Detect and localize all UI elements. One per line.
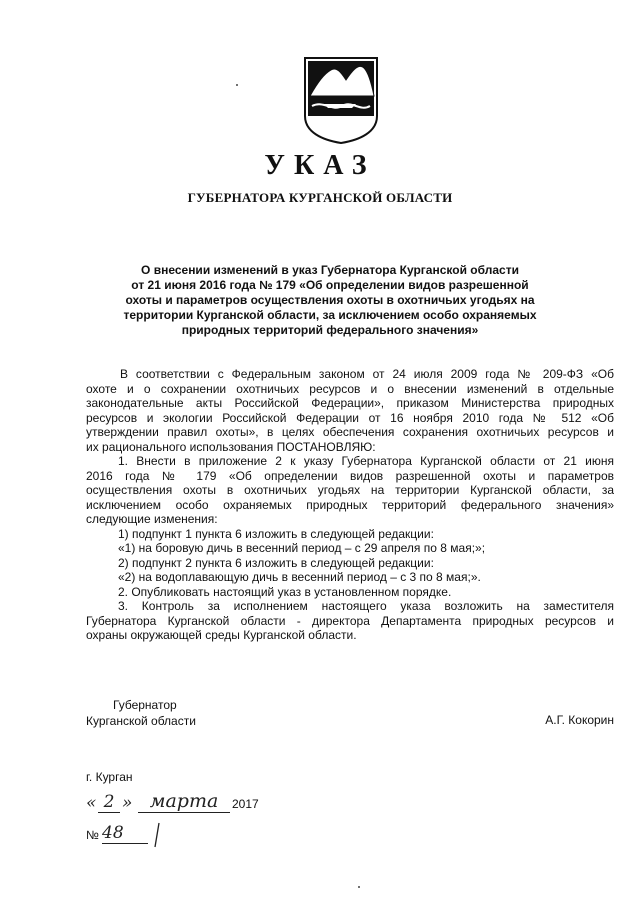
pen-stroke-mark bbox=[152, 822, 162, 848]
body-line: 2. Опубликовать настоящий указ в установленном порядке. bbox=[118, 584, 452, 599]
body-line: утверждении правил охоты», в целях обеспечения сохранения охотничьих ресурсов и bbox=[86, 425, 614, 439]
signatory-name: А.Г. Кокорин bbox=[545, 713, 614, 727]
place-of-signing: г. Курган bbox=[86, 770, 133, 784]
body-line: их рационального использования ПОСТАНОВЛЯЮ: bbox=[86, 439, 376, 454]
body-line: законодательные акты Российской Федерации», приказом Министерства природных bbox=[86, 396, 614, 410]
decree-subject-title bbox=[120, 263, 540, 338]
signing-date bbox=[86, 790, 326, 815]
body-line: 2016 года № 179 «Об определении видов разрешенной охоты и параметров bbox=[86, 468, 614, 483]
date-open-quote: « bbox=[86, 793, 97, 813]
body-line: следующие изменения: bbox=[86, 512, 218, 526]
position-line: Губернатор bbox=[113, 698, 177, 712]
number-label: № bbox=[86, 828, 99, 842]
decree-number bbox=[86, 823, 206, 846]
title-line: природных территорий федерального значения» bbox=[181, 323, 479, 337]
title-line: охоты и параметров осуществления охоты в охотничьих угодьях на bbox=[125, 293, 535, 307]
title-line: территории Курганской области, за исключением особо охраняемых bbox=[123, 308, 537, 322]
body-line: исключением особо охраняемых природных территорий федерального значения» bbox=[86, 497, 614, 512]
scan-speck bbox=[236, 84, 238, 86]
issuer-line: ГУБЕРНАТОРА КУРГАНСКОЙ ОБЛАСТИ bbox=[187, 190, 453, 205]
body-line: В соответствии с Федеральным законом от 24 июля 2009 года № 209-ФЗ «Об bbox=[120, 367, 614, 381]
body-line: «2) на водоплавающую дичь в весенний период – с 3 по 8 мая;». bbox=[118, 570, 481, 584]
body-line: охоте и о сохранении охотничьих ресурсов и о внесении изменений в отдельные bbox=[86, 381, 614, 396]
date-day-handwritten: 2 bbox=[98, 792, 120, 813]
kurgan-coat-of-arms-icon bbox=[302, 56, 380, 144]
date-close-quote: » bbox=[122, 793, 133, 813]
body-line: 2) подпункт 2 пункта 6 изложить в следующей редакции: bbox=[118, 555, 434, 570]
document-type-title: УКАЗ bbox=[264, 150, 376, 181]
date-year: 2017 bbox=[232, 797, 259, 811]
date-month-handwritten: марта bbox=[138, 790, 230, 813]
title-line: О внесении изменений в указ Губернатора Курганской области bbox=[141, 263, 519, 277]
body-line: охраны окружающей среды Курганской области. bbox=[86, 628, 357, 642]
signatory-position bbox=[86, 697, 196, 729]
title-line: от 21 июня 2016 года № 179 «Об определении видов разрешенной bbox=[131, 278, 529, 292]
number-value-handwritten: 48 bbox=[102, 823, 148, 844]
decree-body-text bbox=[86, 367, 614, 643]
body-line: осуществления охоты в охотничьих угодьях на территории Курганской области, за bbox=[86, 483, 614, 497]
body-line: 1) подпункт 1 пункта 6 изложить в следующей редакции: bbox=[118, 526, 434, 541]
body-line: 3. Контроль за исполнением настоящего указа возложить на заместителя bbox=[118, 599, 614, 613]
body-line: «1) на боровую дичь в весенний период – с 29 апреля по 8 мая;»; bbox=[118, 541, 486, 555]
body-line: Губернатора Курганской области - директора Департамента природных ресурсов и bbox=[86, 613, 614, 628]
body-line: ресурсов и экологии Российской Федерации от 16 ноября 2010 года № 512 «Об bbox=[86, 410, 614, 425]
position-line: Курганской области bbox=[86, 714, 196, 728]
body-line: 1. Внести в приложение 2 к указу Губернатора Курганской области от 21 июня bbox=[118, 454, 614, 468]
scan-speck bbox=[358, 886, 360, 888]
